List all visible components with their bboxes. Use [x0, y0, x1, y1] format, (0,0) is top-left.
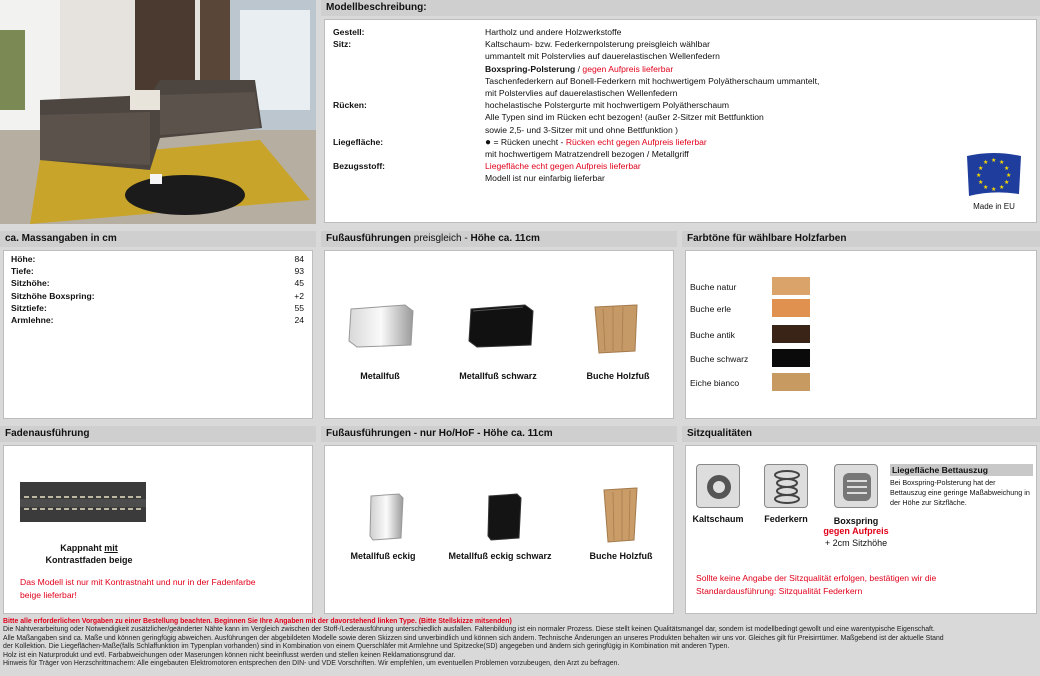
model-description-body: [324, 19, 1037, 223]
dimension-value: 45: [294, 278, 304, 289]
svg-text:★: ★: [991, 186, 997, 193]
footer-lines: [3, 626, 1037, 668]
footer-line: Die Nahtverarbeitung oder Notwendigkeit zusätzlicher/geänderter Nähte kann im Vergleich zwischen der Stoff-/Lederausführung unterschiedlich ausfallen. Faltenbildung ist ein normaler Prozess. Diese stellt keinen Qualitätsmangel dar, sondern ist modellbedingt gewollt und eine warentypische Eigenschaft.: [3, 626, 935, 634]
metal-foot-image: [347, 301, 417, 351]
dimension-row: [11, 265, 304, 277]
panel-header: Farbtöne für wählbare Holzfarben: [682, 231, 1040, 247]
feet-panel: [321, 231, 677, 422]
dimension-label: Höhe:: [11, 254, 36, 264]
svg-text:★: ★: [1006, 172, 1012, 179]
dimensions-list: [4, 251, 312, 331]
bullet-dot-icon: ●: [485, 136, 492, 148]
spec-red-text: Rücken echt gegen Aufpreis lieferbar: [565, 136, 707, 147]
svg-text:★: ★: [978, 165, 984, 172]
spec-value: [485, 26, 621, 38]
boxspring-extra-height: + 2cm Sitzhöhe: [824, 538, 888, 548]
spec-text: sowie 2,5- und 3-Sitzer mit und ohne Bettfunktion ): [485, 124, 678, 135]
spec-label: Gestell:: [333, 27, 365, 37]
spec-text: mit Polstervlies auf dauerelastischen Wellenfedern: [485, 88, 678, 98]
footer-red-line: Bitte alle erforderlichen Vorgaben zu einer Bestellung beachten. Beginnen Sie Ihre Angaben mit der davorstehend linken Type. (Bitte Stellskizze mitsenden): [3, 618, 512, 625]
spec-label: Liegefläche:: [333, 136, 384, 147]
dimension-value: 84: [294, 254, 304, 264]
wood-color-label: Buche natur: [690, 282, 737, 292]
dimensions-panel: [0, 231, 316, 422]
spec-text: hochelastische Polstergurte mit hochwertigem Polyätherschaum: [485, 100, 730, 111]
beech-wood-foot-hof-image: [601, 486, 641, 544]
black-metal-foot-image: [467, 301, 537, 351]
square-metal-foot-image: [367, 490, 407, 542]
svg-text:★: ★: [1004, 165, 1010, 172]
thread-panel: [0, 426, 316, 617]
foot-label: Metallfuß eckig schwarz: [448, 551, 552, 561]
dimension-row: [11, 253, 304, 265]
boxspring-icon: [834, 464, 878, 508]
feet-hof-panel: [321, 426, 677, 617]
spec-label: Rücken:: [333, 100, 367, 111]
wood-color-swatch: [772, 349, 810, 367]
wood-colors-body: [685, 250, 1037, 419]
spec-value: [485, 111, 764, 123]
cold-foam-icon: [696, 464, 740, 508]
dimension-row: [11, 277, 304, 289]
spec-value: [485, 50, 720, 62]
seat-quality-label: Kaltschaum: [692, 514, 744, 524]
bettauszug-text: Bei Boxspring-Polsterung hat der Bettauszug eine geringe Maßabweichung in der Höhe zur Sitzfläche.: [890, 478, 1030, 507]
dimension-value: 93: [294, 266, 304, 277]
panel-header: ca. Massangaben in cm: [0, 231, 316, 247]
seam-sample-image: [20, 482, 146, 522]
dimension-value: 55: [294, 302, 304, 313]
panel-header: Fußausführungen preisgleich - Höhe ca. 11cm: [321, 231, 677, 247]
feet-labels: [325, 371, 673, 385]
footer-line: Alle Maßangaben sind ca. Maße und können geringfügig abweichen. Ausführungen der abgebildeten Modelle sowie deren Skizzen sind unverbindlich und können sich ändern. Technische Änderungen an unseres Produkten behalten wir uns vor. Gleiches gilt für Preisirrtümer. Maßgebend ist der aktuelle Stand: [3, 634, 944, 642]
spec-value: [485, 38, 710, 50]
foot-label: Metallfuß schwarz: [459, 371, 537, 381]
svg-text:★: ★: [983, 159, 989, 166]
wood-color-swatch: [772, 277, 810, 295]
svg-text:★: ★: [1004, 179, 1010, 186]
panel-header: Fadenausführung: [0, 426, 316, 442]
panel-header: Modellbeschreibung:: [321, 0, 1040, 16]
svg-text:★: ★: [999, 159, 1005, 166]
foot-label: Buche Holzfuß: [586, 371, 650, 381]
spec-text: mit hochwertigem Matratzendrell bezogen / Metallgriff: [485, 149, 689, 159]
svg-text:★: ★: [976, 172, 982, 179]
panel-header: Sitzqualitäten: [682, 426, 1040, 442]
seat-quality-panel: [682, 426, 1040, 617]
dimension-label: Sitztiefe:: [11, 302, 47, 313]
beech-wood-foot-image: [591, 303, 641, 355]
svg-text:★: ★: [983, 184, 989, 191]
seat-quality-note: Sollte keine Angabe der Sitzqualität erfolgen, bestätigen wir die Standardausführung: Sitzqualität Federkern: [696, 573, 937, 596]
boxspring-surcharge: gegen Aufpreis: [823, 526, 889, 536]
spec-value: [485, 99, 729, 111]
dimension-label: Tiefe:: [11, 266, 34, 277]
spec-red-text: Liegefläche echt gegen Aufpreis lieferbar: [485, 161, 641, 172]
seat-quality-label: Boxspring: [833, 516, 879, 526]
wood-color-label: Buche erle: [690, 304, 732, 314]
dimension-row: [11, 314, 304, 326]
svg-text:★: ★: [978, 179, 984, 186]
made-in-eu-label: Made in EU: [973, 202, 1015, 211]
spec-value: [485, 124, 678, 136]
foot-label: Buche Holzfuß: [589, 551, 653, 561]
footer-line: Hinweis für Träger von Herzschrittmachern: Alle eingebauten Elektromotoren entsprechen den DIN- und VDE Vorschriften. Wir empfehlen, um eventuellen Problemen vorzubeugen, den Arzt zu befragen.: [3, 660, 620, 668]
bettauszug-title: Liegefläche Bettauszug: [890, 464, 1033, 476]
spec-value: [485, 160, 641, 172]
spec-text: ummantelt mit Polstervlies auf dauerelastischen Wellenfedern: [485, 51, 720, 62]
dimension-row: [11, 290, 304, 302]
description-rows: [325, 26, 885, 186]
spring-core-icon: [764, 464, 808, 508]
sofa-photo: [0, 0, 316, 224]
feet-hof-body: [324, 445, 674, 614]
spec-value: [485, 75, 819, 87]
wood-color-label: Buche schwarz: [690, 354, 749, 364]
spec-text: Alle Typen sind im Rücken echt bezogen! (außer 2-Sitzer mit Bettfunktion: [485, 112, 764, 123]
model-description-panel: [321, 0, 1040, 226]
footer-line: Holz ist ein Naturprodukt und evtl. Farbabweichungen oder Maserungen können nicht beeinflusst werden und stellen keinen Reklamationsgrund dar.: [3, 651, 456, 659]
footer-line: der Kollektion. Die Liegeflächen-Maße(falls Schlaffunktion im Typenplan vorhanden) sind in Kombination von einem Querschläfer mit Armlehne und Spitzecke(SD) angegeben und ändern sich geringfügig in Kombination mit anderen Typen.: [3, 643, 730, 651]
foot-label: Metallfuß eckig: [350, 551, 416, 561]
dimension-value: +2: [294, 290, 304, 301]
spec-text: Hartholz und andere Holzwerkstoffe: [485, 27, 622, 37]
spec-text: Modell ist nur einfarbig lieferbar: [485, 173, 605, 184]
feet-hof-labels: [325, 551, 673, 565]
thread-note: Das Modell ist nur mit Kontrastnaht und nur in der Fadenfarbe beige lieferbar!: [20, 577, 256, 600]
seam-caption: Kappnaht mit Kontrastfaden beige: [45, 543, 133, 565]
wood-color-swatch: [772, 373, 810, 391]
spec-text: Taschenfederkern auf Bonell-Federkern mit hochwertigem Polyätherschaum ummantelt,: [485, 75, 820, 86]
made-in-eu-badge: [963, 150, 1025, 218]
feet-body: [324, 250, 674, 419]
dimension-value: 24: [294, 315, 304, 325]
spec-red-text: gegen Aufpreis lieferbar: [582, 63, 674, 74]
wood-color-label: Buche antik: [690, 330, 735, 340]
eu-flag-icon: [963, 150, 1025, 198]
square-black-metal-foot-image: [485, 490, 525, 542]
wood-color-label: Eiche bianco: [690, 378, 740, 388]
dimension-row: [11, 302, 304, 314]
footer-notes: [0, 617, 1040, 676]
panel-header: Fußausführungen - nur Ho/HoF - Höhe ca. 11cm: [321, 426, 677, 442]
spec-label: Bezugsstoff:: [333, 161, 386, 172]
spec-value: [485, 148, 689, 160]
wood-color-list: [686, 277, 886, 397]
wood-colors-panel: [682, 231, 1040, 422]
dimension-label: Armlehne:: [11, 315, 54, 325]
dimension-label: Sitzhöhe Boxspring:: [11, 290, 95, 301]
dimension-label: Sitzhöhe:: [11, 278, 50, 289]
spec-text: Kaltschaum- bzw. Federkernpolsterung preisgleich wählbar: [485, 39, 710, 50]
svg-text:★: ★: [991, 157, 997, 164]
spec-value: [485, 87, 677, 99]
seat-quality-body: [685, 445, 1037, 614]
dimensions-body: [3, 250, 313, 419]
spec-label: Sitz:: [333, 39, 352, 50]
foot-label: Metallfuß: [360, 371, 400, 381]
spec-text: Boxspring-Polsterung: [485, 63, 576, 74]
svg-text:★: ★: [999, 184, 1005, 191]
thread-body: [3, 445, 313, 614]
wood-color-swatch: [772, 325, 810, 343]
spec-value: [485, 172, 605, 184]
spec-value: Boxspring-Polsterung / gegen Aufpreis lieferbar: [485, 63, 674, 74]
seat-quality-label: Federkern: [764, 514, 808, 524]
spec-text: = Rücken unecht -: [493, 136, 566, 147]
wood-color-swatch: [772, 299, 810, 317]
